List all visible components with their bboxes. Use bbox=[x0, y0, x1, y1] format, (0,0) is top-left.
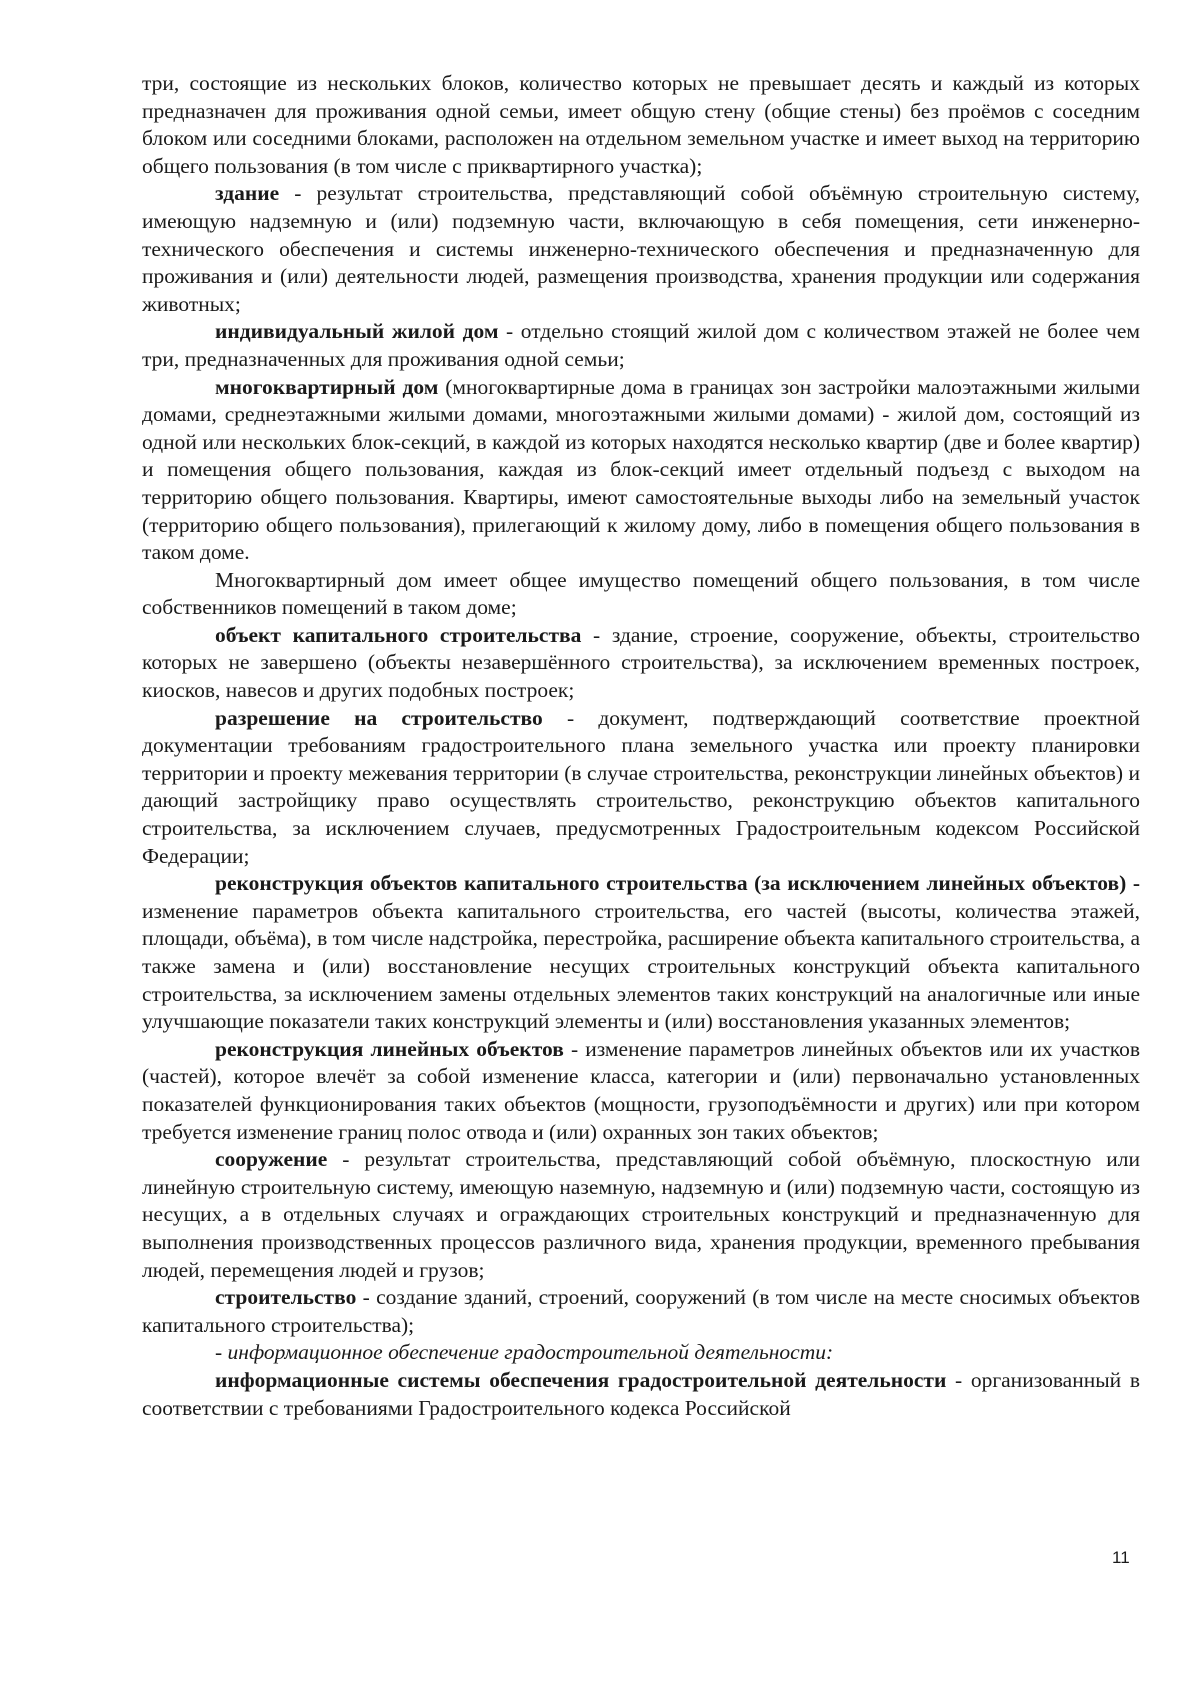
definition-text: - организованный в соответствии с требованиями Градостроительного кодекса Российской bbox=[142, 1367, 1140, 1420]
paragraph-text: три, состоящие из нескольких блоков, количество которых не превышает десять и каждый из которых предназначен для проживания одной семьи, имеет общую стену (общие стены) без проёмов с соседним блоком или соседними блоками, расположен на отдельном земельном участке и имеет выход на территорию общего пользования (в том числе с приквартирного участка); bbox=[142, 71, 1140, 178]
definition-text: - отдельно стоящий жилой дом с количеством этажей не более чем три, предназначенных для проживания одной семьи; bbox=[142, 319, 1140, 371]
definition-text: - создание зданий, строений, сооружений (в том числе на месте сносимых объектов капитального строительства); bbox=[142, 1285, 1140, 1337]
paragraph-definition-building bbox=[142, 180, 1140, 318]
document-page bbox=[142, 70, 1140, 1422]
term: строительство bbox=[215, 1285, 357, 1310]
paragraph-definition-structure bbox=[142, 1146, 1140, 1284]
definition-text: - документ, подтверждающий соответствие проектной документации требованиям градостроительного плана земельного участка или проекту планировки территории и проекту межевания территории (в случае строительства, реконструкции линейных объектов) и дающий застройщику право осуществлять строительство, реконструкцию объектов капитального строительства, за исключением случаев, предусмотренных Градостроительным кодексом Российской Федерации; bbox=[142, 705, 1141, 868]
paragraph-definition-apartment-building bbox=[142, 374, 1140, 567]
term: здание bbox=[215, 181, 280, 206]
term: разрешение на строительство bbox=[215, 705, 543, 730]
definition-text: (многоквартирные дома в границах зон застройки малоэтажными жилыми домами, среднеэтажными жилыми домами, многоэтажными жилыми домами) - жилой дом, состоящий из одной или нескольких блок-секций, в каждой из которых находятся несколько квартир (две и более квартир) и помещения общего пользования, каждая из блок-секций имеет отдельный подъезд с выходом на территорию общего пользования. Квартиры, имеют самостоятельные выходы либо на земельный участок (территорию общего пользования), прилегающий к жилому дому, либо в помещения общего пользования в таком доме. bbox=[142, 374, 1140, 565]
term: многоквартирный дом bbox=[215, 374, 439, 399]
paragraph-definition-reconstruction-linear bbox=[142, 1036, 1140, 1146]
term: реконструкция объектов капитального строительства (за исключением линейных объектов) - bbox=[215, 871, 1140, 896]
term: индивидуальный жилой дом bbox=[215, 319, 499, 344]
paragraph-definition-construction bbox=[142, 1284, 1140, 1339]
paragraph-definition-individual-house bbox=[142, 318, 1140, 373]
paragraph-definition-information-systems bbox=[142, 1367, 1140, 1422]
term: объект капитального строительства bbox=[215, 622, 582, 647]
term: информационные системы обеспечения градостроительной деятельности bbox=[215, 1367, 947, 1392]
section-heading bbox=[142, 1339, 1140, 1367]
paragraph-definition-reconstruction-capital bbox=[142, 870, 1140, 1036]
definition-text: изменение параметров объекта капитального строительства, его частей (высоты, количества этажей, площади, объёма), в том числе надстройка, перестройка, расширение объекта капитального строительства, а также замена и (или) восстановление несущих строительных конструкций объекта капитального строительства, за исключением замены отдельных элементов таких конструкций на аналогичные или иные улучшающие показатели таких конструкций элементы и (или) восстановления указанных элементов; bbox=[142, 898, 1140, 1034]
definition-text: - здание, строение, сооружение, объекты, строительство которых не завершено (объекты незавершённого строительства), за исключением временных построек, киосков, навесов и других подобных построек; bbox=[142, 622, 1140, 703]
definition-text: - результат строительства, представляющий собой объёмную, плоскостную или линейную строительную систему, имеющую наземную, надземную и (или) подземную части, состоящую из несущих, а в отдельных случаях и ограждающих строительных конструкций и предназначенную для выполнения производственных процессов различного вида, хранения продукции, временного пребывания людей, перемещения людей и грузов; bbox=[142, 1147, 1140, 1282]
paragraph-text: Многоквартирный дом имеет общее имущество помещений общего пользования, в том числе собственников помещений в таком доме; bbox=[142, 567, 1140, 620]
page-number: 11 bbox=[1112, 1548, 1130, 1567]
definition-text: - результат строительства, представляющий собой объёмную строительную систему, имеющую надземную и (или) подземную части, включающую в себя помещения, сети инженерно-технического обеспечения и системы инженерно-технического обеспечения и предназначенную для проживания и (или) деятельности людей, размещения производства, хранения продукции или содержания животных; bbox=[142, 181, 1140, 316]
term: реконструкция линейных объектов bbox=[215, 1036, 564, 1061]
term: сооружение bbox=[215, 1147, 328, 1172]
paragraph-common-property bbox=[142, 567, 1140, 622]
paragraph-definition-building-permit bbox=[142, 705, 1140, 871]
definition-text: - изменение параметров линейных объектов или их участков (частей), которое влечёт за собой изменение класса, категории и (или) первоначально установленных показателей функционирования таких объектов (мощности, грузоподъёмности и других) или при котором требуется изменение границ полос отвода и (или) охранных зон таких объектов; bbox=[142, 1036, 1140, 1144]
paragraph-blocked-house-continuation bbox=[142, 70, 1140, 180]
section-heading-text: - информационное обеспечение градостроительной деятельности: bbox=[215, 1340, 834, 1365]
paragraph-definition-capital-object bbox=[142, 622, 1140, 705]
